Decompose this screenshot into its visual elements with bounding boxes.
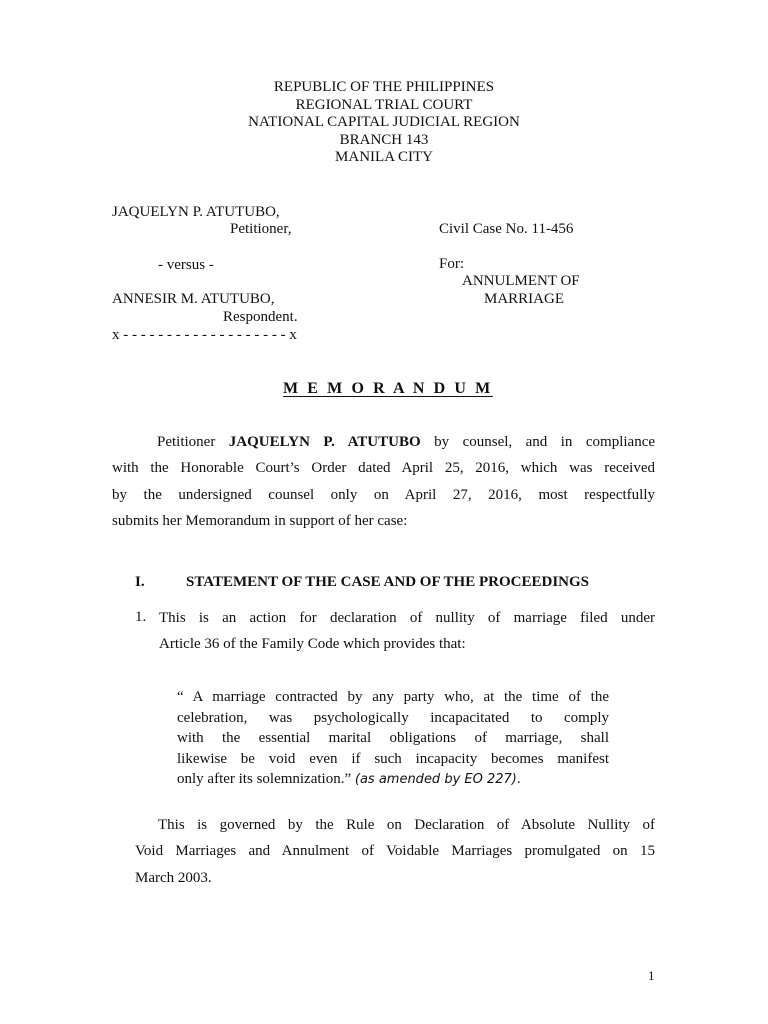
quote-line-4: likewise be void even if such incapacity becomes manifest [177, 750, 609, 767]
for-label: For: [439, 256, 465, 272]
header-region: NATIONAL CAPITAL JUDICIAL REGION [248, 114, 520, 130]
quote-line-5 [177, 769, 609, 791]
respondent-name: ANNESIR M. ATUTUBO, [112, 291, 275, 307]
header-branch: BRANCH 143 [339, 131, 429, 148]
intro-paragraph [112, 429, 655, 534]
quote-text: only after its solemnization.” [177, 771, 352, 788]
quote-end: . [516, 771, 521, 788]
for-line-2: MARRIAGE [484, 291, 565, 307]
governed-paragraph [135, 812, 655, 891]
intro-line-2: with the Honorable Court’s Order dated April 25, 2016, which was received [112, 460, 655, 477]
header-republic: REPUBLIC OF THE PHILIPPINES [273, 79, 495, 95]
governed-line-1: This is governed by the Rule on Declaration of Absolute Nullity of [158, 817, 655, 833]
governed-line-2: Void Marriages and Annulment of Voidable Marriages promulgated on 15 [135, 843, 655, 860]
item-1-line-1: This is an action for declaration of nullity of marriage filed under [159, 610, 655, 626]
section-numeral: I. [135, 574, 145, 590]
document-title: M E M O R A N D U M [283, 380, 493, 397]
intro-line-4: submits her Memorandum in support of her case: [112, 512, 408, 529]
respondent-role: Respondent. [223, 309, 298, 325]
intro-text: by counsel, and in compliance [420, 434, 656, 450]
versus-label: - versus - [158, 257, 214, 273]
section-heading: STATEMENT OF THE CASE AND OF THE PROCEEDINGS [186, 574, 590, 590]
article-quote [177, 687, 609, 791]
item-number: 1. [135, 609, 147, 625]
petitioner-bold: JAQUELYN P. ATUTUBO [228, 434, 421, 450]
quote-citation: (as amended by EO 227) [354, 772, 517, 788]
header-city: MANILA CITY [335, 149, 433, 165]
petitioner-role: Petitioner, [230, 221, 292, 237]
case-number: Civil Case No. 11-456 [439, 221, 574, 237]
item-1-paragraph [159, 605, 655, 658]
quote-line-2: celebration, was psychologically incapacitated to comply [177, 709, 609, 726]
item-1-line-2: Article 36 of the Family Code which provides that: [159, 636, 466, 653]
quote-line-3: with the essential marital obligations of marriage, shall [177, 730, 609, 747]
header-court: REGIONAL TRIAL COURT [295, 96, 473, 113]
governed-line-3: March 2003. [135, 869, 212, 886]
intro-text: Petitioner [157, 434, 229, 450]
for-line-1: ANNULMENT OF [462, 273, 580, 289]
petitioner-name: JAQUELYN P. ATUTUBO, [112, 204, 280, 220]
court-header [0, 79, 768, 167]
quote-line-1: “ A marriage contracted by any party who, at the time of the [177, 689, 609, 705]
intro-line-1 [112, 429, 655, 455]
caption-separator: x - - - - - - - - - - - - - - - - - - - x [112, 327, 297, 343]
page-number: 1 [648, 968, 655, 983]
intro-line-3: by the undersigned counsel only on April 27, 2016, most respectfully [112, 486, 655, 503]
